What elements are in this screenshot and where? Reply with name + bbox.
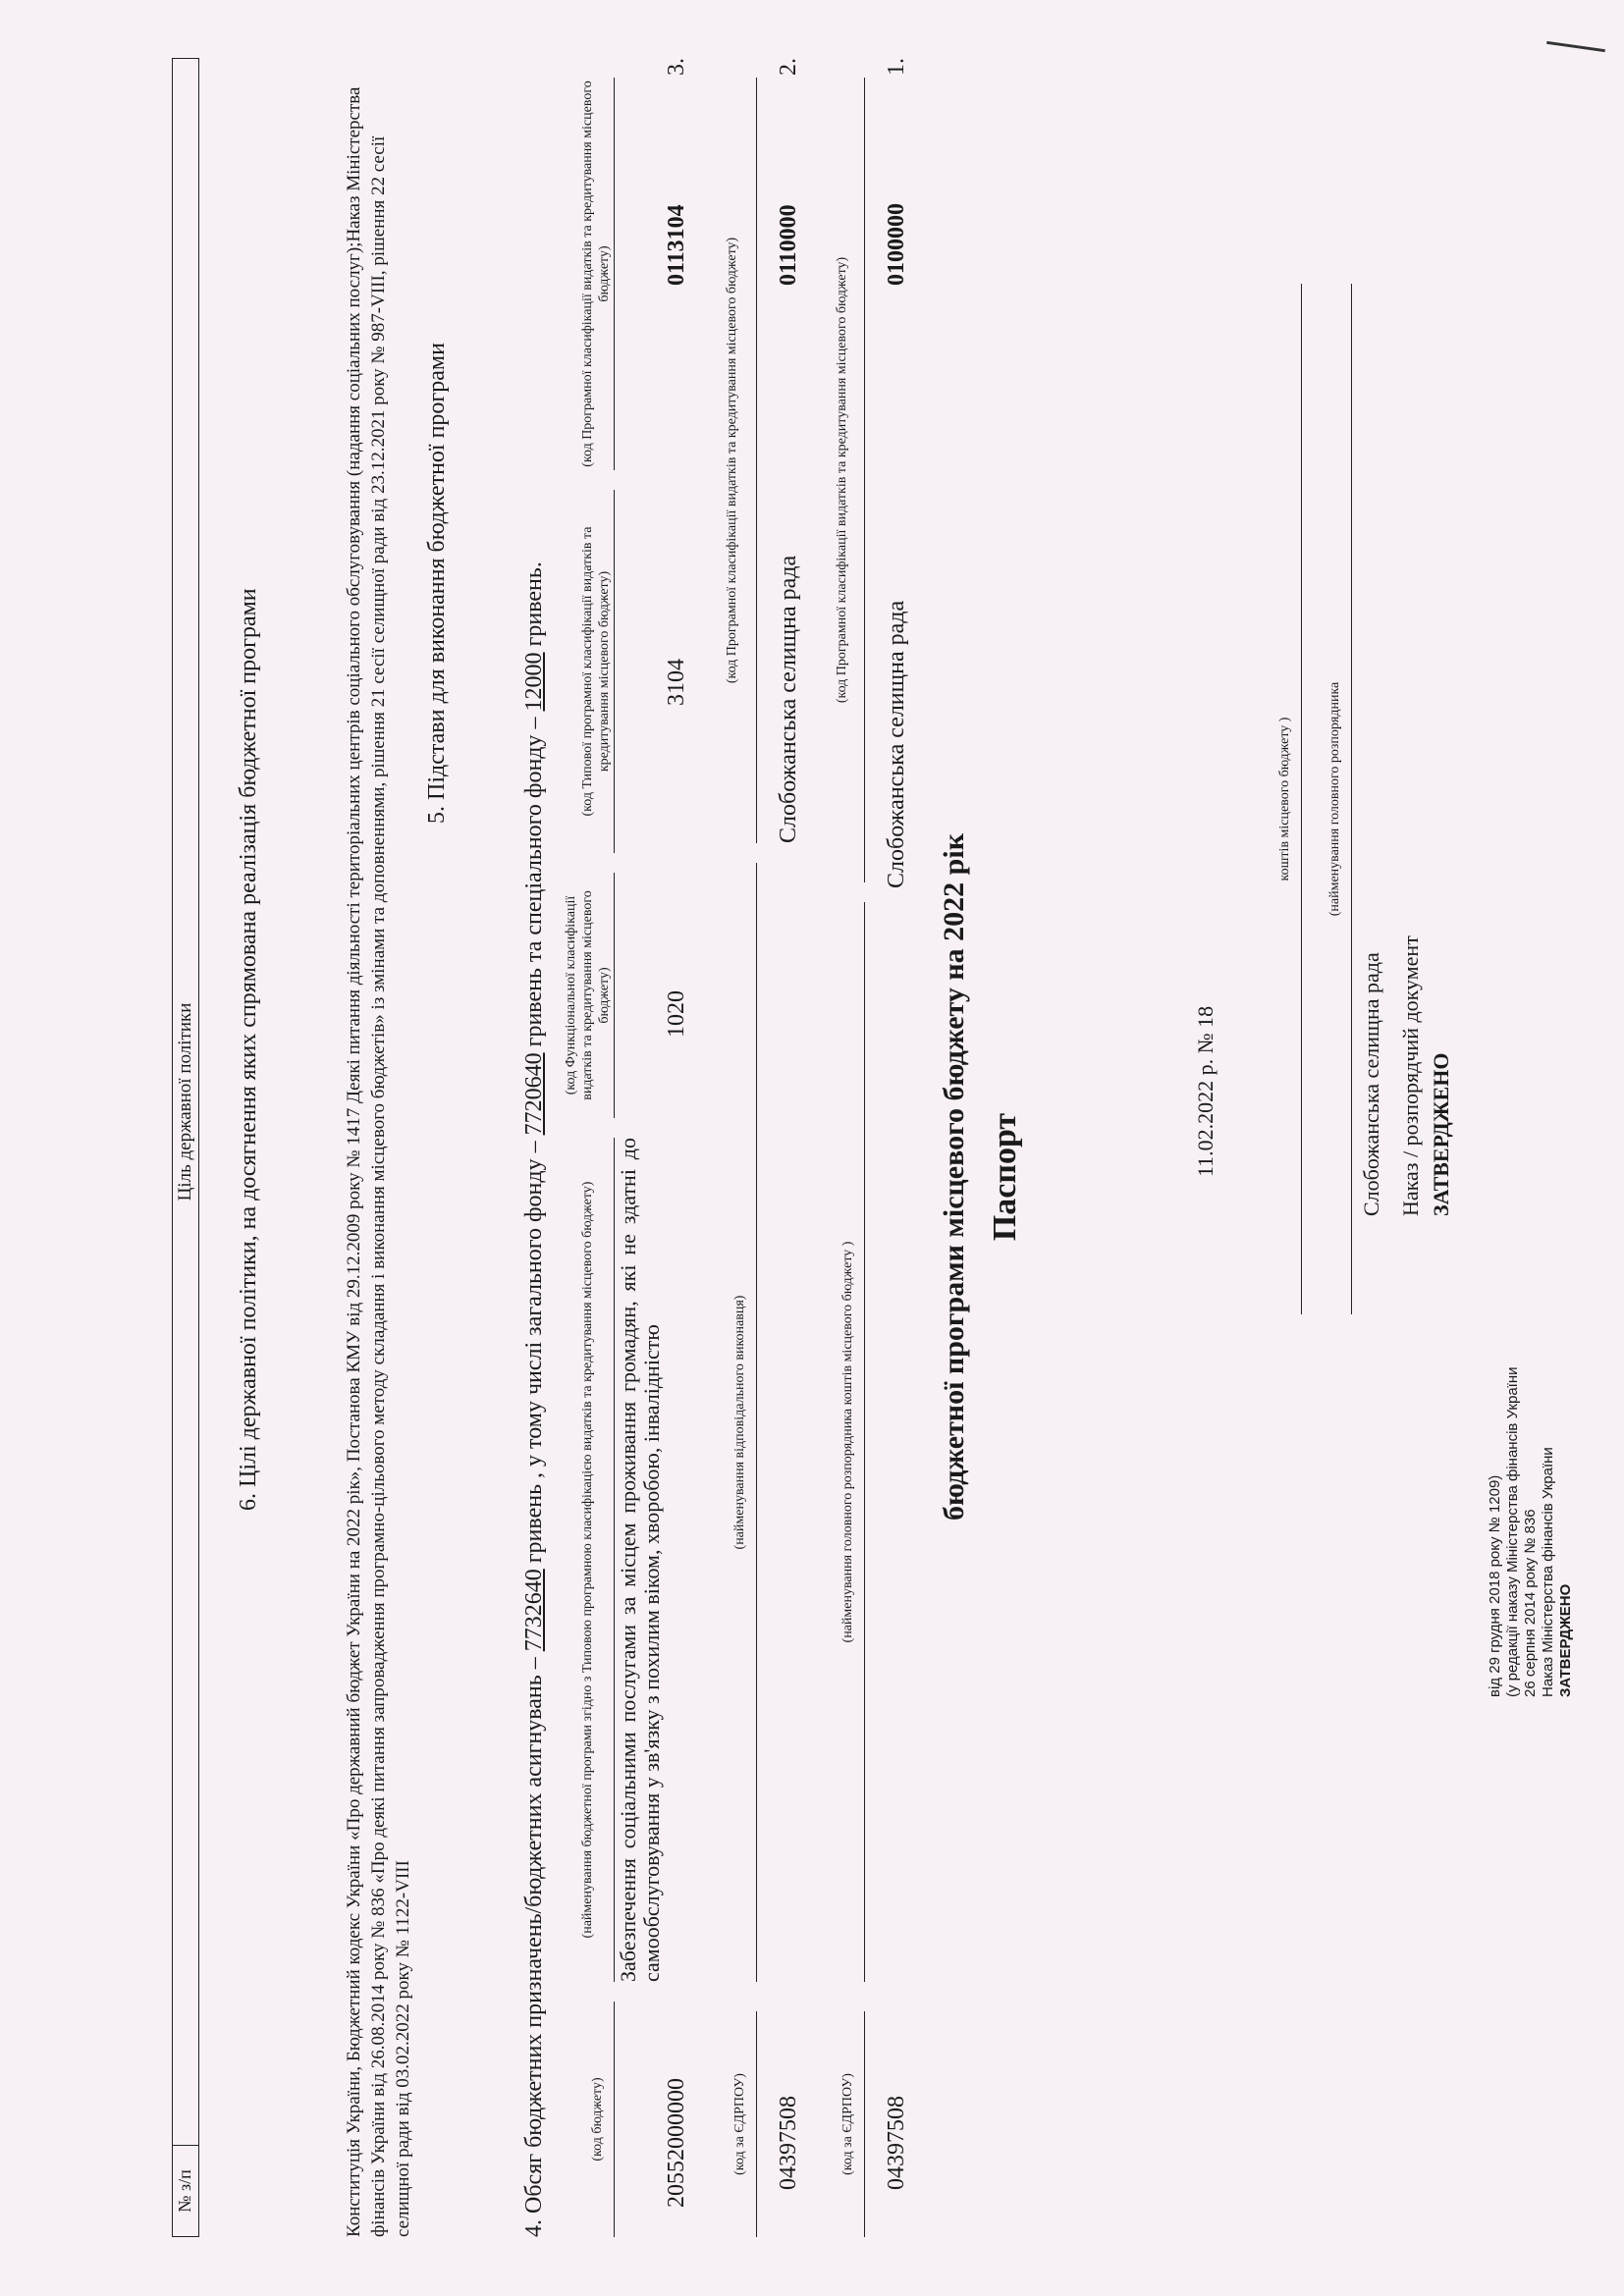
approved-heading: ЗАТВЕРДЖЕНО xyxy=(1429,1052,1453,1216)
item3-budget-caption: (код бюджету) xyxy=(590,2077,605,2162)
item1-code-caption: (код Програмної класифікації видатків та кредитування місцевого бюджету) xyxy=(835,256,849,704)
item1-edrpou-rule xyxy=(864,2011,865,2237)
item2-name-caption: (найменування відповідального виконавця) xyxy=(732,1295,747,1550)
item2-code-caption: (код Програмної класифікації видатків та кредитування місцевого бюджету) xyxy=(725,237,739,684)
goals-table-header-row xyxy=(173,59,199,2237)
approval-order-line2: 26 серпня 2014 року № 836 xyxy=(1522,1509,1539,1697)
item3-func-code: 1020 xyxy=(664,990,689,1038)
item1-edrpou: 04397508 xyxy=(884,2096,909,2190)
item2-code-rule xyxy=(756,78,757,843)
section4-mid2: гривень та спеціального фонду – xyxy=(521,711,547,1053)
item3-budget-code: 20552000000 xyxy=(664,2078,689,2208)
item1-edrpou-caption: (код за ЄДРПОУ) xyxy=(840,2073,855,2175)
item2-edrpou: 04397508 xyxy=(776,2096,801,2190)
item1-name-caption: (найменування головного розпорядника коштів місцевого бюджету ) xyxy=(840,1241,855,1643)
approval-heading: ЗАТВЕРДЖЕНО xyxy=(1557,1583,1574,1697)
page-subtitle: бюджетної програми місцевого бюджету на 2022 рік xyxy=(938,833,970,1521)
item3-budget-rule xyxy=(614,2002,615,2237)
section4-suffix: гривень. xyxy=(521,561,547,653)
approved-org: Слобожанська селищна рада xyxy=(1359,952,1383,1216)
goals-col-goal: Ціль державної політики xyxy=(173,59,199,2146)
approved-org-rule xyxy=(1351,284,1352,1314)
approved-org-rule2 xyxy=(1301,284,1302,1314)
section4-total: 7732640 xyxy=(521,1569,547,1652)
item2-code: 0110000 xyxy=(776,204,801,286)
item3-func-rule xyxy=(614,873,615,1118)
item1-code-rule xyxy=(864,78,865,882)
section4-text xyxy=(518,58,550,2237)
approved-doc-type: Наказ / розпорядчий документ xyxy=(1398,935,1423,1216)
item3-code: 0113104 xyxy=(664,204,689,286)
section4-prefix: 4. Обсяг бюджетних призначень/бюджетних асигнувань – xyxy=(521,1651,547,2237)
page-title: Паспорт xyxy=(987,1112,1023,1242)
item2-name: Слобожанська селищна рада xyxy=(776,555,801,843)
edge-mark xyxy=(1546,41,1605,52)
item1-name: Слобожанська селищна рада xyxy=(884,600,909,888)
section5-text: Конституція України, Бюджетний кодекс України «Про державний бюджет України на 2022 рік», Постанова КМУ від 29.12.2009 року № 1417 Деякі питання діяльності територіальних центрів соціального обслуговування (надання соціальних послуг);Наказ Міністерства фінансів України від 26.08.2014 року № 836 «Про деякі питання запровадження програмно-цільового методу складання і виконання місцевого бюджетів» із змінами та доповненнями, рішення 21 сесії селищної ради від 23.12.2021 року № 987-VIII, рішення 22 сесії селищної ради від 03.02.2022 року № 1122-VIII xyxy=(344,86,413,2237)
approval-order-line3: (у редакції наказу Міністерства фінансів України xyxy=(1504,1366,1521,1697)
item2-num: 2. xyxy=(776,58,801,76)
approved-date-number: 11.02.2022 р. № 18 xyxy=(1193,1005,1218,1177)
approved-org-caption2: коштів місцевого бюджету ) xyxy=(1277,717,1292,881)
goals-table xyxy=(172,58,199,2237)
item1-name-rule xyxy=(864,902,865,1982)
approval-order-line4: від 29 грудня 2018 року № 1209) xyxy=(1487,1474,1503,1697)
item1-num: 1. xyxy=(884,58,909,76)
section5-heading: 5. Підстави для виконання бюджетної програми xyxy=(424,343,450,824)
item2-edrpou-rule xyxy=(756,2011,757,2237)
item1-code: 0100000 xyxy=(884,203,909,286)
item3-program-rule xyxy=(614,1138,615,1982)
item3-typical-rule xyxy=(614,490,615,853)
bleed-through-text xyxy=(1453,839,1471,843)
goals-col-number: № з/п xyxy=(173,2146,199,2237)
item3-program-caption: (найменування бюджетної програми згідно з Типовою програмною класифікацією видатків та кредитування місцевого бюджету) xyxy=(580,1181,595,1939)
item3-code-caption: (код Програмної класифікації видатків та кредитування місцевого бюджету) xyxy=(580,80,612,467)
item3-program-name: Забезпечення соціальними послугами за місцем проживання громадян, які не здатні до самообслуговування у зв'язку з похилим віком, хворобою, інвалідністю xyxy=(616,1138,664,1982)
section4-general: 7720640 xyxy=(521,1052,547,1136)
section6-heading: 6. Цілі державної політики, на досягнення яких спрямована реалізація бюджетної програми xyxy=(236,588,261,1511)
item2-edrpou-caption: (код за ЄДРПОУ) xyxy=(732,2073,747,2175)
item3-func-caption: (код Функціональної класифікації видатків та кредитування місцевого бюджету) xyxy=(564,890,612,1100)
approved-org-caption: (найменування головного розпорядника xyxy=(1327,681,1342,917)
item3-typical-code: 3104 xyxy=(664,659,689,706)
approval-order-line1: Наказ Міністерства фінансів України xyxy=(1540,1447,1556,1697)
item3-typical-caption: (код Типової програмної класифікації видатків та кредитування місцевого бюджету) xyxy=(580,526,612,817)
section4-mid1: гривень , у тому числі загального фонду – xyxy=(521,1135,547,1570)
item2-name-rule xyxy=(756,863,757,1982)
item3-num: 3. xyxy=(664,58,689,76)
section4-special: 12000 xyxy=(521,652,547,712)
item3-code-rule xyxy=(614,78,615,470)
